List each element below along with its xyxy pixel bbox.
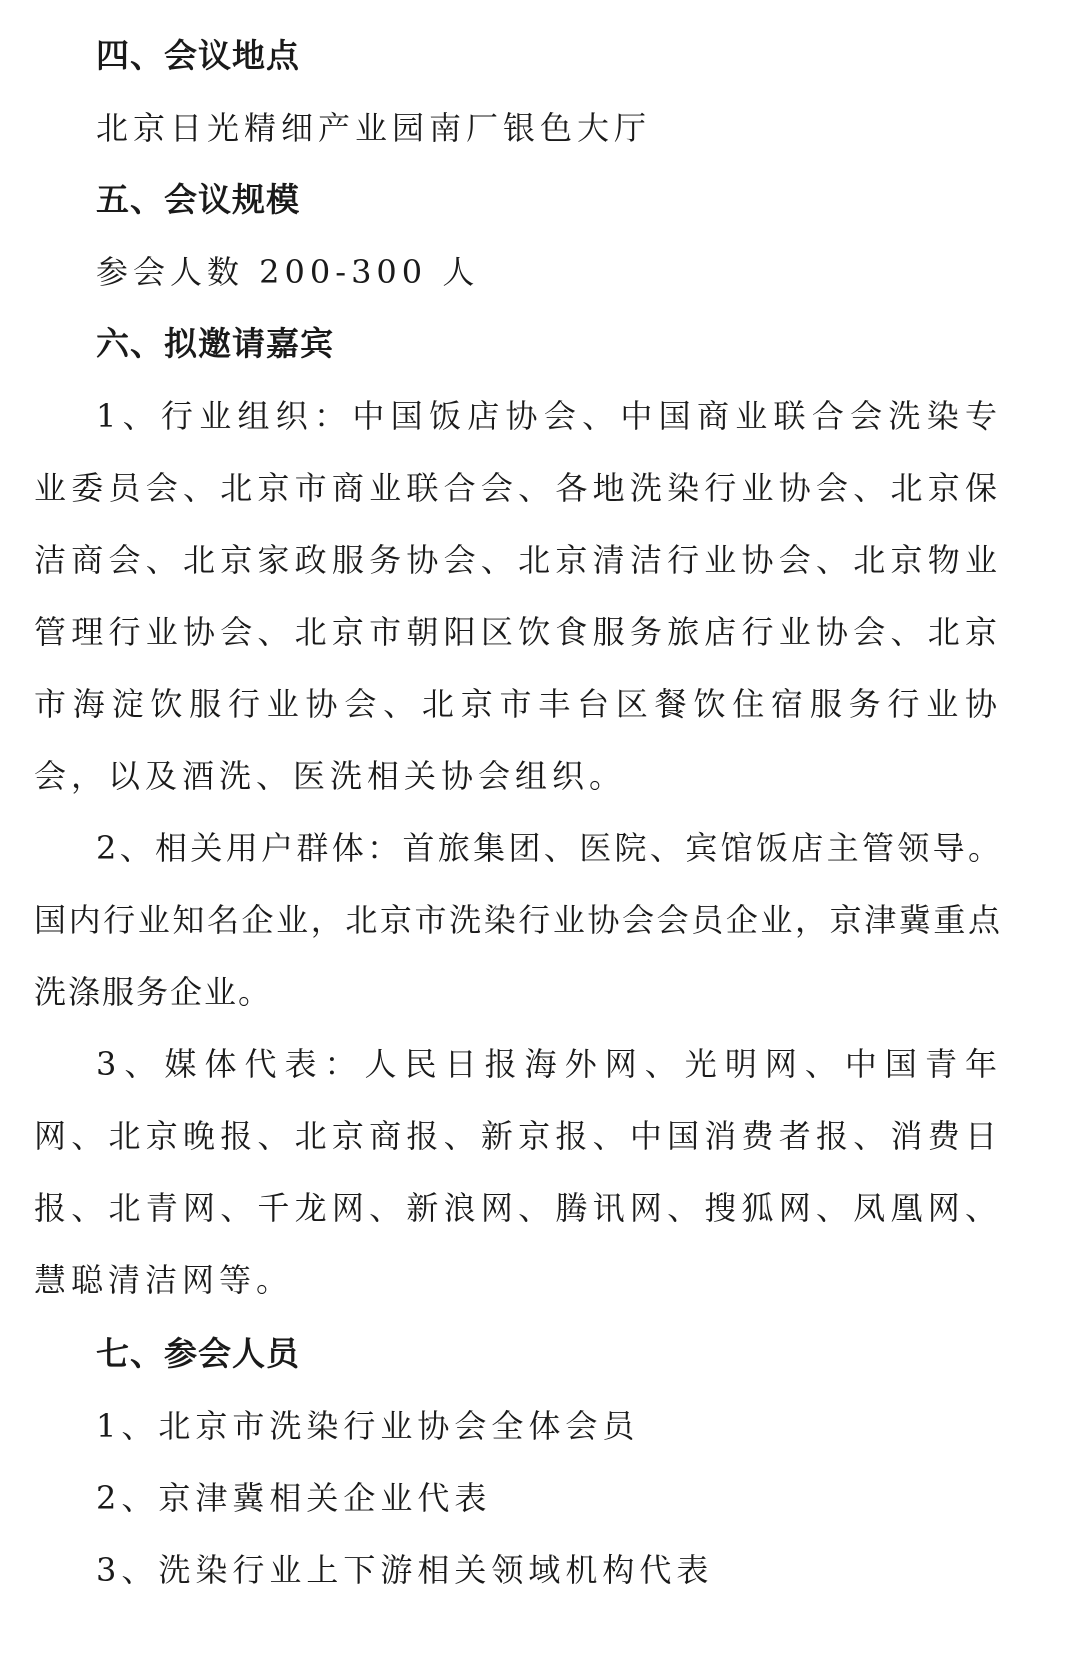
section-heading-attendees: 七、参会人员 [96,1334,300,1373]
section-heading-guests: 六、拟邀请嘉宾 [96,324,334,363]
guests-item-user-groups: 2、相关用户群体：首旅集团、医院、宾馆饭店主管领导。国内行业知名企业，北京市洗染行业协会会员企业，京津冀重点洗涤服务企业。 [34,829,1002,1011]
guests-item-media: 3、媒体代表：人民日报海外网、光明网、中国青年网、北京晚报、北京商报、新京报、中国消费者报、消费日报、北青网、千龙网、新浪网、腾讯网、搜狐网、凤凰网、慧聪清洁网等。 [34,1045,1002,1299]
section-heading-scale: 五、会议规模 [96,180,300,219]
attendees-item-members: 1、北京市洗染行业协会全体会员 [96,1407,640,1445]
attendees-item-enterprises: 2、京津冀相关企业代表 [96,1479,492,1517]
venue-text: 北京日光精细产业园南厂银色大厅 [96,109,652,147]
scale-text: 参会人数 200-300 人 [96,253,480,291]
section-heading-venue: 四、会议地点 [96,36,300,75]
attendees-item-institutions: 3、洗染行业上下游相关领域机构代表 [96,1551,714,1589]
guests-item-organizations: 1、行业组织：中国饭店协会、中国商业联合会洗染专业委员会、北京市商业联合会、各地洗染行业协会、北京保洁商会、北京家政服务协会、北京清洁行业协会、北京物业管理行业协会、北京市朝阳区饮食服务旅店行业协会、北京市海淀饮服行业协会、北京市丰台区餐饮住宿服务行业协会，以及酒洗、医洗相关协会组织。 [34,397,1002,795]
